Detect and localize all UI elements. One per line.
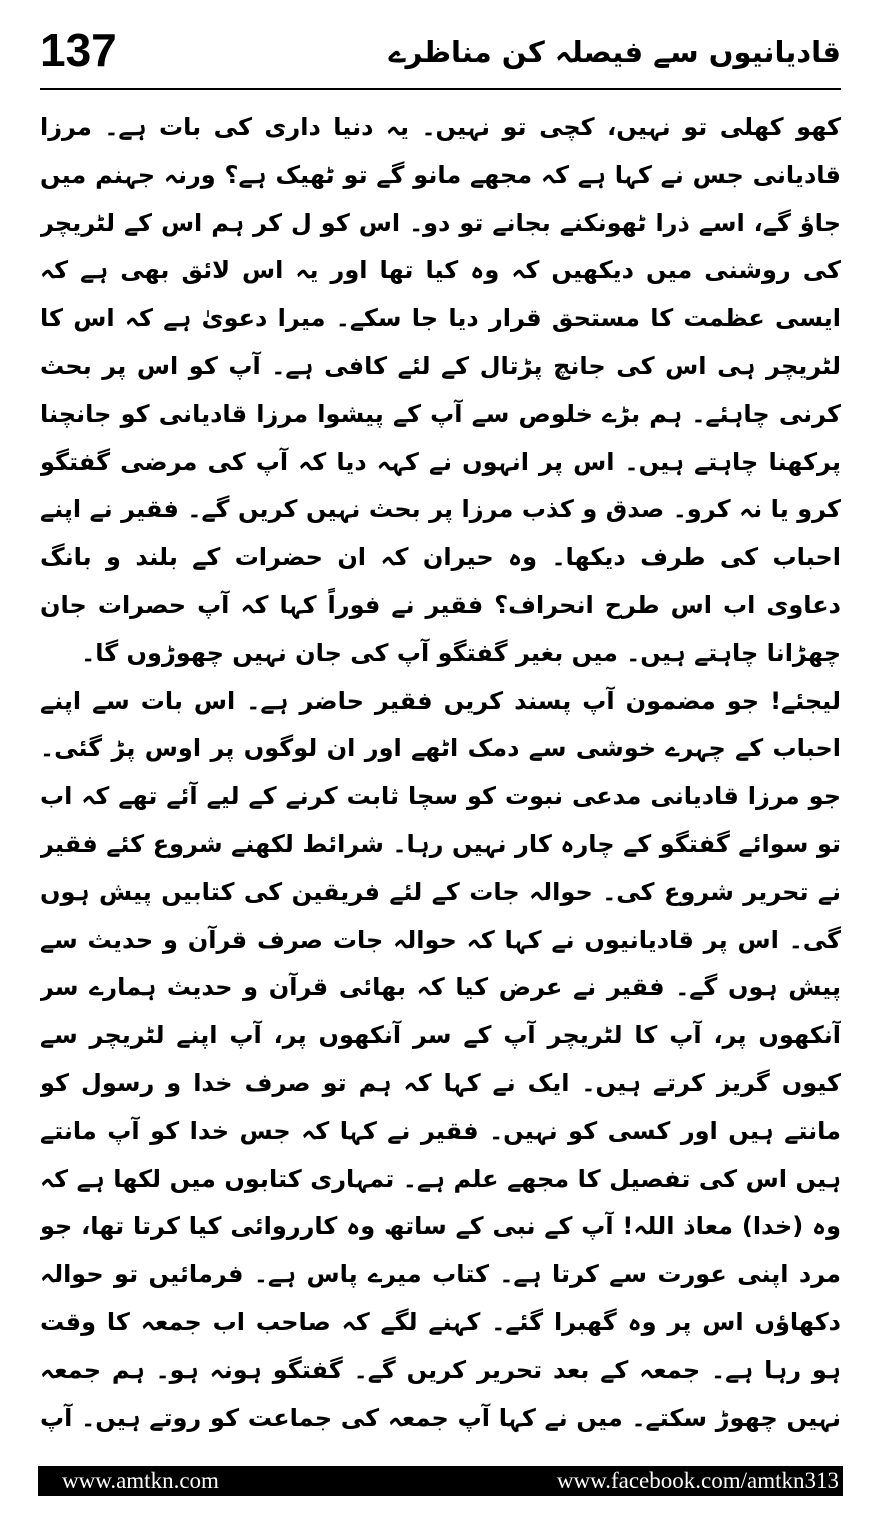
page-header <box>40 18 841 88</box>
paragraph-2: لیجئے! جو مضمون آپ پسند کریں فقیر حاضر ہے۔ اس بات سے اپنے احباب کے چہرے خوشی سے دمک اٹھے اور ان لوگوں پر اوس پڑ گئی۔ جو مرزا قادیانی مدعی نبوت کو سچا ثابت کرنے کے لیے آئے تھے کہ اب تو سوائے گفتگو کے چارہ کار نہیں رہا۔ شرائط لکھنے شروع کئے فقیر نے تحریر شروع کی۔ حوالہ جات کے لئے فریقین کی کتابیں پیش ہوں گی۔ اس پر قادیانیوں نے کہا کہ حوالہ جات صرف قرآن و حدیث سے پیش ہوں گے۔ فقیر نے عرض کیا کہ بھائی قرآن و حدیث ہمارے سر آنکھوں پر، آپ کا لٹریچر آپ کے سر آنکھوں پر، آپ اپنے لٹریچر سے کیوں گریز کرتے ہیں۔ ایک نے کہا کہ ہم تو صرف خدا و رسول کو مانتے ہیں اور کسی کو نہیں۔ فقیر نے کہا کہ جس خدا کو آپ مانتے ہیں اس کی تفصیل کا مجھے علم ہے۔ تمہاری کتابوں میں لکھا ہے کہ وہ (خدا) معاذ اللہ! آپ کے نبی کے ساتھ وہ کارروائی کیا کرتا تھا، جو مرد اپنی عورت سے کرتا ہے۔ کتاب میرے پاس ہے۔ فرمائیں تو حوالہ دکھاؤں اس پر وہ گھبرا گئے۔ کہنے لگے کہ صاحب اب جمعہ کا وقت ہو رہا ہے۔ جمعہ کے بعد تحریر کریں گے۔ گفتگو ہونہ ہو۔ ہم جمعہ نہیں چھوڑ سکتے۔ میں نے کہا آپ جمعہ کی جماعت کو روتے ہیں۔ آپ <box>40 686 841 1432</box>
footer-bar <box>38 1466 843 1496</box>
footer-website-link[interactable]: www.amtkn.com <box>62 1468 219 1493</box>
footer-facebook-link[interactable]: www.facebook.com/amtkn313 <box>556 1468 839 1493</box>
page-number: 137 <box>40 24 117 76</box>
page-body <box>40 104 841 1440</box>
running-title: قادیانیوں سے فیصلہ کن مناظرے <box>388 35 841 69</box>
header-divider <box>40 88 841 90</box>
paragraph-1: کھو کھلی تو نہیں، کچی تو نہیں۔ یہ دنیا داری کی بات ہے۔ مرزا قادیانی جس نے کہا ہے کہ مجھے مانو گے تو ٹھیک ہے؟ ورنہ جہنم میں جاؤ گے، اسے ذرا ٹھونکنے بجانے تو دو۔ اس کو ل کر ہم اس کے لٹریچر کی روشنی میں دیکھیں کہ وہ کیا تھا اور یہ اس لائق بھی ہے کہ ایسی عظمت کا مستحق قرار دیا جا سکے۔ میرا دعویٰ ہے کہ اس کا لٹریچر ہی اس کی جانچ پڑتال کے لئے کافی ہے۔ آپ کو اس پر بحث کرنی چاہئے۔ ہم بڑے خلوص سے آپ کے پیشوا مرزا قادیانی کو جانچنا پرکھنا چاہتے ہیں۔ اس پر انہوں نے کہہ دیا کہ آپ کی مرضی گفتگو کرو یا نہ کرو۔ صدق و کذب مرزا پر بحث نہیں کریں گے۔ فقیر نے اپنے احباب کی طرف دیکھا۔ وہ حیران کہ ان حضرات کے بلند و بانگ دعاوی اب اس طرح انحراف؟ فقیر نے فوراً کہا کہ آپ حصرات جان چھڑانا چاہتے ہیں۔ میں بغیر گفتگو آپ کی جان نہیں چھوڑوں گا۔ <box>40 113 841 667</box>
